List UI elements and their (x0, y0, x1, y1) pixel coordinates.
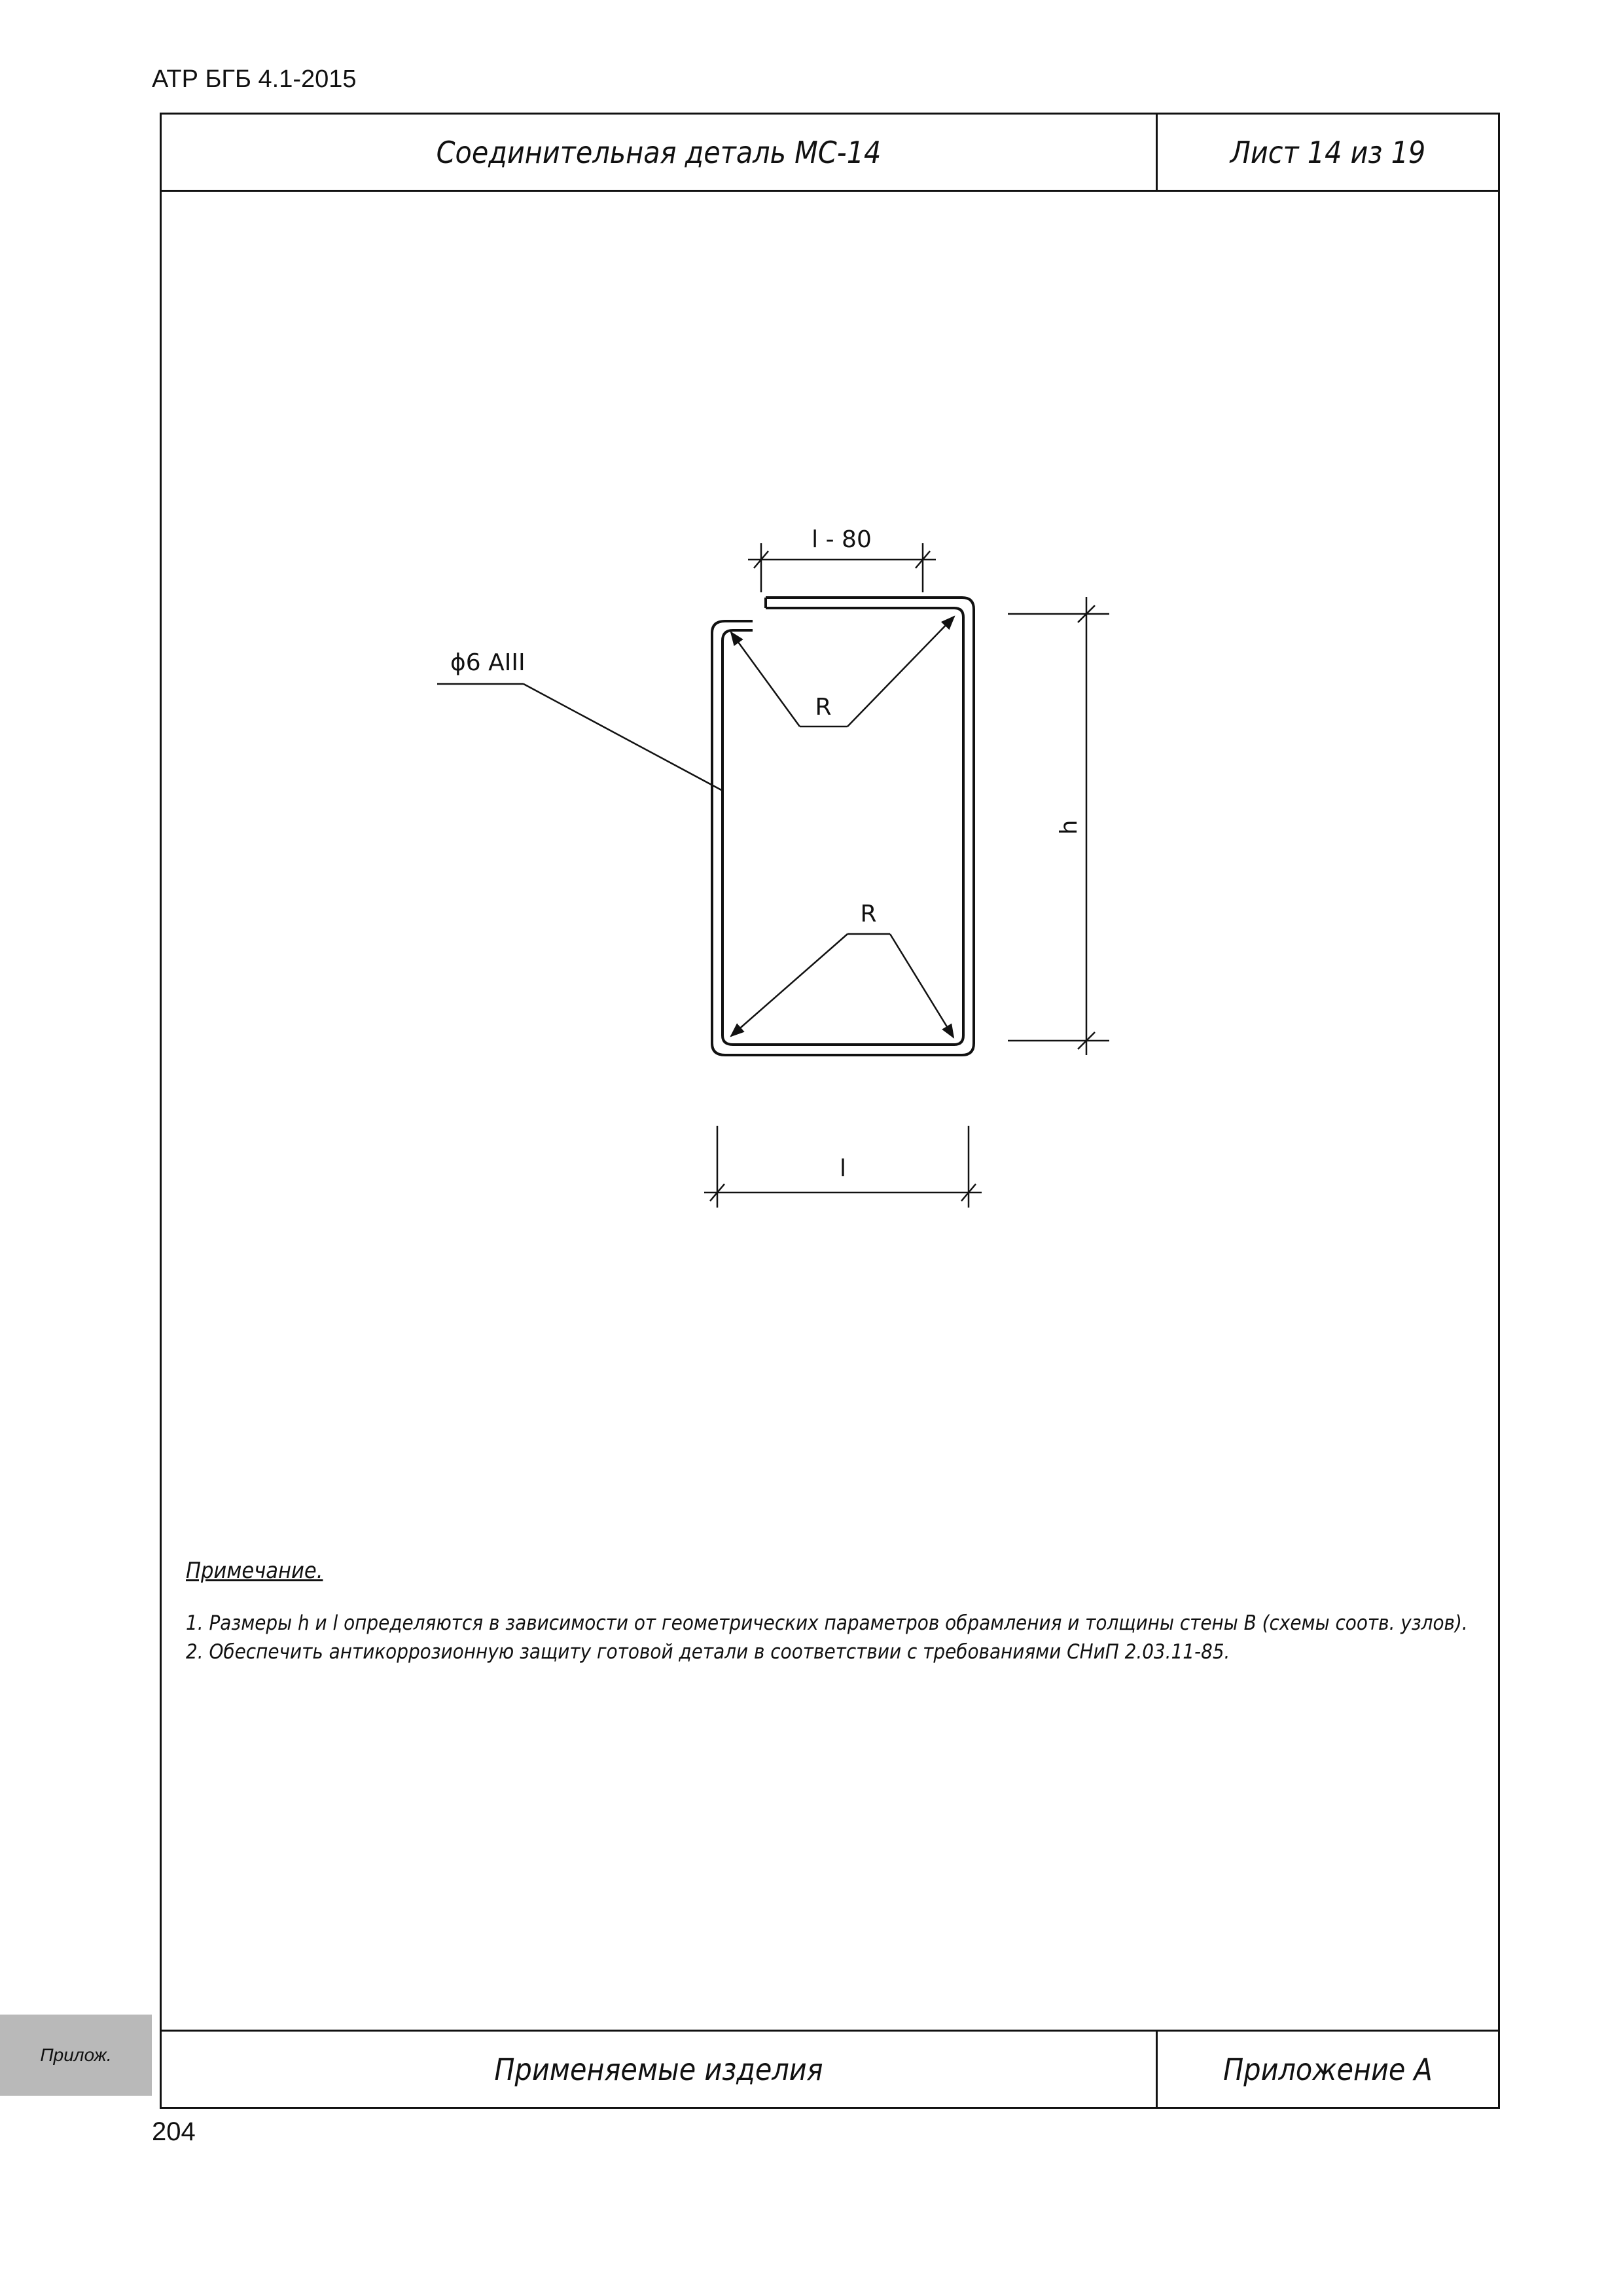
radius-leader-top (731, 617, 954, 726)
dimension-height-label: h (1056, 819, 1082, 835)
stirrup-outline (712, 598, 974, 1055)
note-item: 1. Размеры h и l определяются в зависимости от геометрических параметров обрамления и толщины стены В (схемы соотв. узлов). (186, 1611, 1468, 1635)
note-item: 2. Обеспечить антикоррозионную защиту готовой детали в соответствии с требованиями СНиП 2.03.11-85. (186, 1640, 1230, 1664)
section-title: Применяемые изделия (162, 2032, 1158, 2107)
dimension-bottom-label: l (839, 1155, 847, 1182)
rebar-callout-label: ϕ6 AIII (450, 649, 526, 676)
page-number: 204 (152, 2117, 196, 2146)
radius-label-top: R (815, 694, 832, 721)
radius-leader-bottom (731, 934, 954, 1037)
sheet-number: Лист 14 из 19 (1230, 134, 1426, 170)
notes-section (186, 1558, 1495, 1666)
document-code: АТР БГБ 4.1-2015 (152, 65, 357, 93)
notes-title: Примечание. (186, 1558, 323, 1584)
dimension-top-label: l - 80 (812, 526, 872, 553)
side-tab-appendix: Прилож. (0, 2015, 152, 2096)
rebar-callout-leader (437, 684, 722, 791)
drawing-title: Соединительная деталь МС-14 (162, 115, 1158, 190)
radius-label-bottom: R (860, 901, 877, 927)
appendix-label: Приложение А (1223, 2051, 1433, 2087)
